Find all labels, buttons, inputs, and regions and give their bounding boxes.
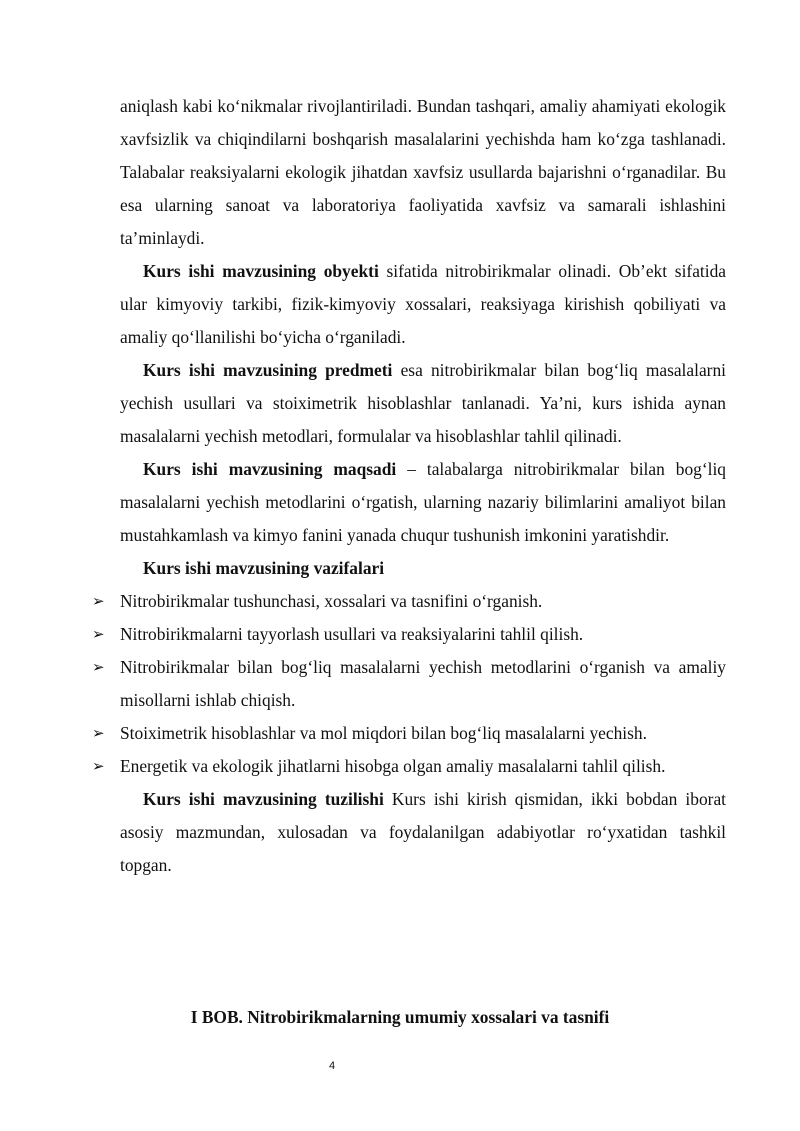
subject-heading: Kurs ishi mavzusining predmeti xyxy=(143,360,393,380)
intro-paragraph: aniqlash kabi ko‘nikmalar rivojlantiriladi. Bundan tashqari, amaliy ahamiyati ekologik xavfsizlik va chiqindilarni boshqarish masalalarini yechishda ham ko‘zga tashlanadi. Talabalar reaksiyalarni ekologik jihatdan xavfsiz usullarda bajarishni o‘rganadilar. Bu esa ularning sanoat va laboratoriya faoliyatida xavfsiz va samarali ishlashini ta’minlaydi. xyxy=(120,96,726,248)
goal-paragraph xyxy=(120,453,726,552)
subject-text: esa nitrobirikmalar bilan bog‘liq masalalarni yechish usullari va stoiximetrik hisoblashlar tanlanadi. Ya’ni, kurs ishida aynan masalalarni yechish metodlari, formulalar va hisoblashlar tahlil qilinadi. xyxy=(120,360,726,446)
list-item xyxy=(92,585,726,618)
arrowhead-bullet-icon: ➢ xyxy=(92,658,105,676)
chapter-title: I BOB. Nitrobirikmalarning umumiy xossalari va tasnifi xyxy=(190,1007,610,1027)
body-text xyxy=(92,90,727,882)
list-item xyxy=(92,750,726,783)
task-text: Nitrobirikmalar tushunchasi, xossalari va tasnifini o‘rganish. xyxy=(120,591,543,611)
arrowhead-bullet-icon: ➢ xyxy=(92,724,105,742)
task-text: Energetik va ekologik jihatlarni hisobga olgan amaliy masalalarni tahlil qilish. xyxy=(120,756,666,776)
arrowhead-bullet-icon: ➢ xyxy=(92,625,105,643)
goal-text: – talabalarga nitrobirikmalar bilan bog‘liq masalalarni yechish metodlarini o‘rgatish, ularning nazariy bilimlarini amaliyot bilan mustahkamlash va kimyo fanini yanada chuqur tushunish imkonini yaratishdir. xyxy=(120,459,727,545)
arrowhead-bullet-icon: ➢ xyxy=(92,757,105,775)
tasks-list xyxy=(92,585,726,783)
list-item xyxy=(92,651,726,717)
list-item xyxy=(92,717,726,750)
object-heading: Kurs ishi mavzusining obyekti xyxy=(143,261,379,281)
task-text: Stoiximetrik hisoblashlar va mol miqdori bilan bog‘liq masalalarni yechish. xyxy=(120,723,647,743)
tasks-heading: Kurs ishi mavzusining vazifalari xyxy=(143,558,385,578)
task-text: Nitrobirikmalarni tayyorlash usullari va reaksiyalarini tahlil qilish. xyxy=(120,624,584,644)
list-item xyxy=(92,618,726,651)
structure-text: Kurs ishi kirish qismidan, ikki bobdan iborat asosiy mazmundan, xulosadan va foydalanilgan adabiyotlar ro‘yxatidan tashkil topgan. xyxy=(120,789,726,875)
tasks-heading-paragraph xyxy=(120,552,726,585)
object-paragraph xyxy=(120,255,726,354)
arrowhead-bullet-icon: ➢ xyxy=(92,592,105,610)
structure-paragraph xyxy=(120,783,726,882)
goal-heading: Kurs ishi mavzusining maqsadi xyxy=(143,459,397,479)
page-number: 4 xyxy=(328,1060,336,1072)
structure-heading: Kurs ishi mavzusining tuzilishi xyxy=(143,789,384,809)
object-text: sifatida nitrobirikmalar olinadi. Ob’ekt sifatida ular kimyoviy tarkibi, fizik-kimyoviy xossalari, reaksiyaga kirishish qobiliyati va amaliy qo‘llanilishi bo‘yicha o‘rganiladi. xyxy=(120,261,726,347)
task-text: Nitrobirikmalar bilan bog‘liq masalalarni yechish metodlarini o‘rganish va amaliy misollarni ishlab chiqish. xyxy=(120,657,726,710)
subject-paragraph xyxy=(120,354,726,453)
